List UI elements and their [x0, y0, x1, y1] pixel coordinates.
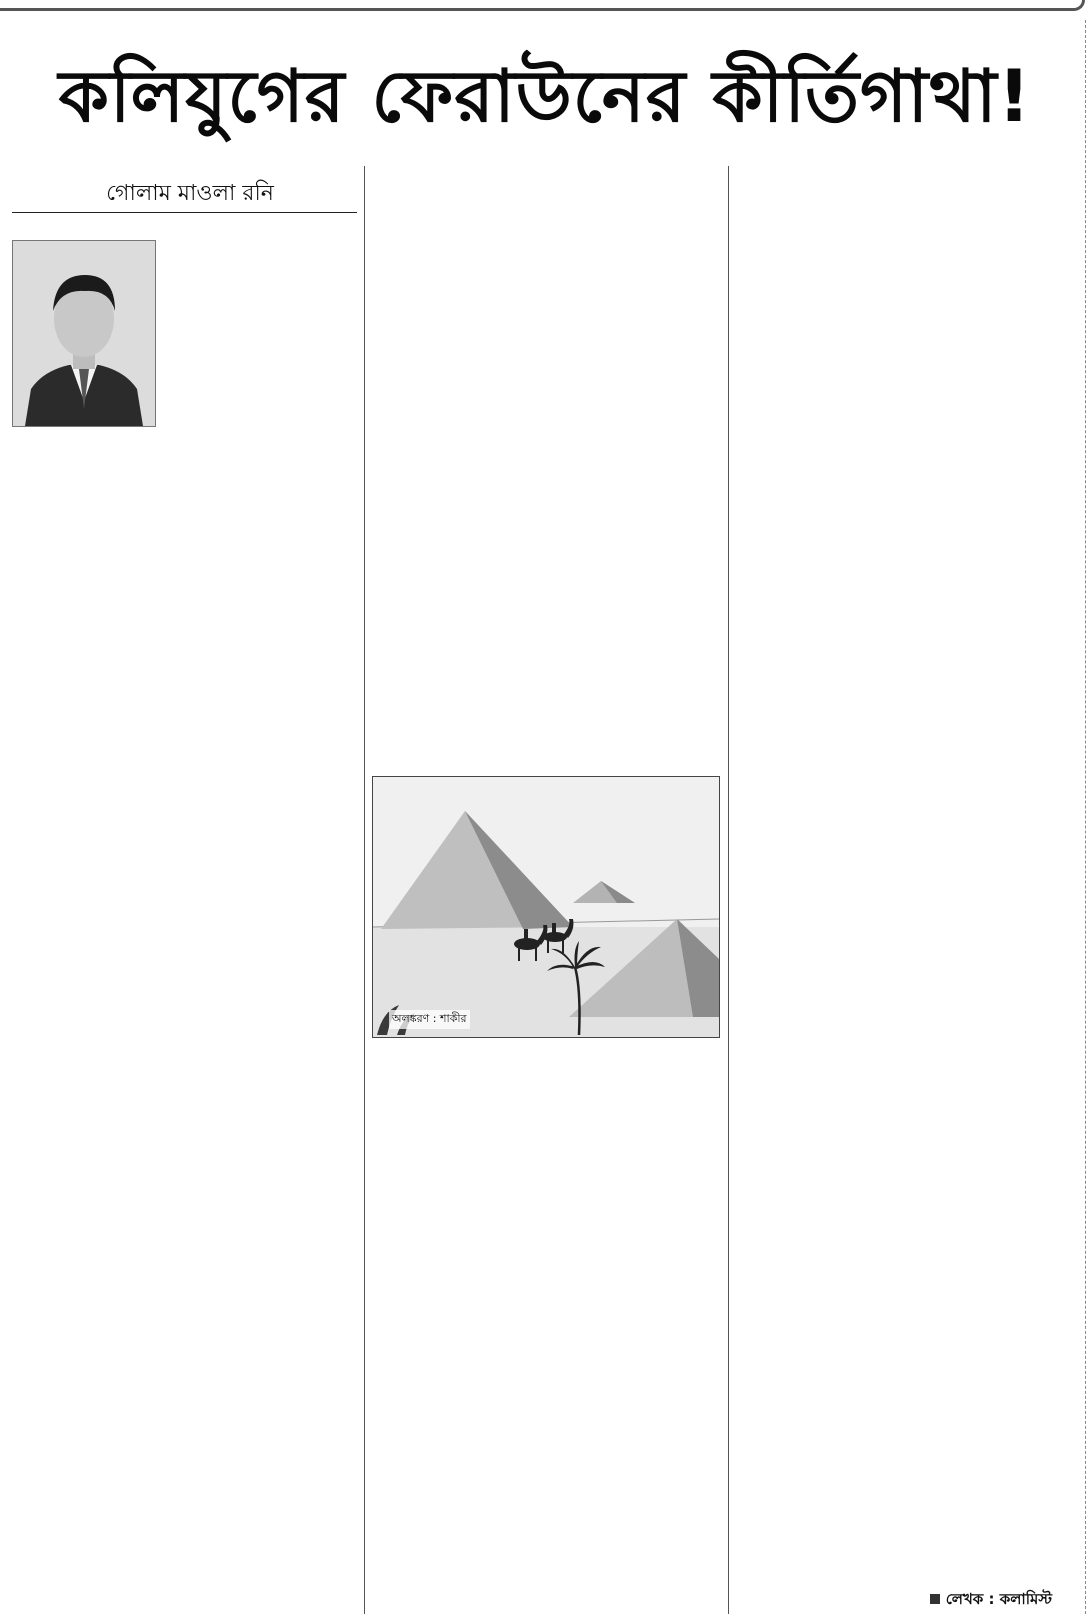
filled-square-icon: [930, 1594, 940, 1604]
right-margin-rule: [1085, 20, 1086, 1614]
column-divider-2: [728, 166, 729, 1614]
top-border-rule: [0, 0, 1085, 11]
author-photo: [12, 240, 156, 427]
headline: কলিযুগের ফেরাউনের কীর্তিগাথা!: [58, 54, 1032, 138]
column-divider-1: [364, 166, 365, 1614]
illustration-credit: অলঙ্করণ : শাকীর: [389, 1010, 470, 1029]
illustration: [372, 776, 720, 1038]
footer-note: [930, 1588, 1052, 1613]
author-portrait-photo: [13, 241, 155, 426]
byline-rule: [12, 212, 357, 213]
pyramids-camels-illustration: [373, 777, 719, 1037]
byline: গোলাম মাওলা রনি: [106, 181, 274, 206]
footer-note-text: লেখক : কলামিস্ট: [945, 1590, 1052, 1608]
